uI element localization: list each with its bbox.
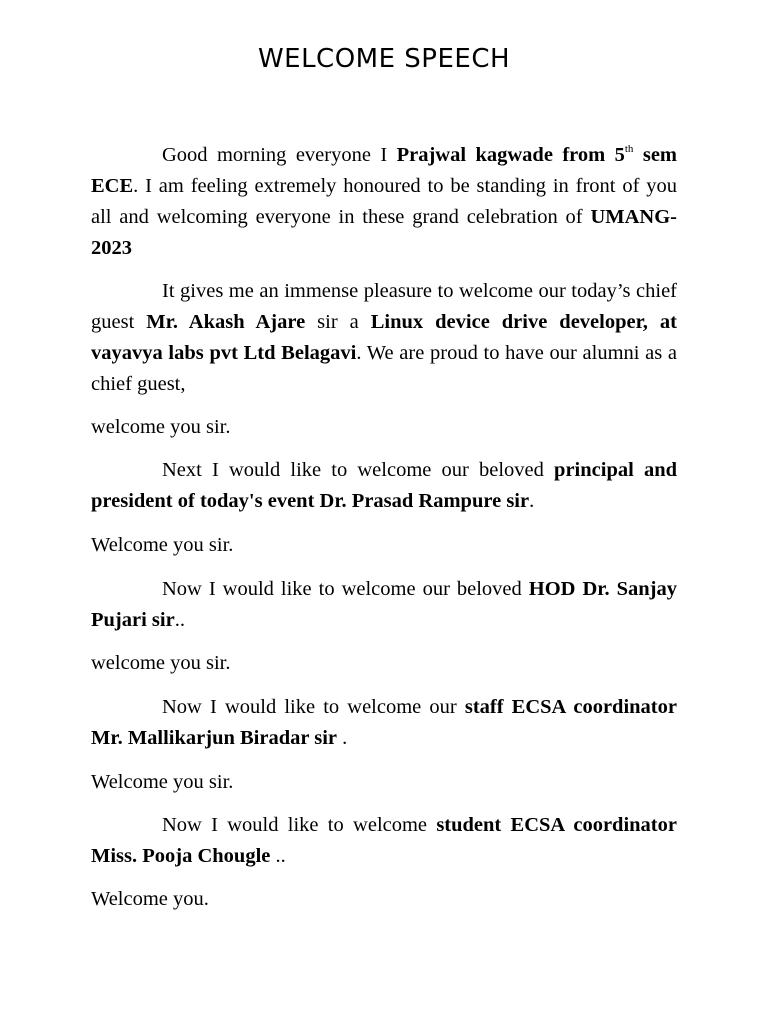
paragraph-staff-coordinator (91, 692, 677, 754)
welcome-line-1: welcome you sir. (91, 416, 231, 438)
text-run: Now I would like to welcome our beloved (162, 578, 529, 600)
text-run: It gives me an immense pleasure to welcome our today’s chief guest (91, 280, 677, 333)
text-run: . I am feeling extremely honoured to be standing in front of you all and welcoming everyone in these grand celebration of (91, 175, 677, 228)
ordinal-superscript: th (624, 143, 634, 156)
text-run: . (529, 490, 535, 512)
chief-guest-name: Mr. Akash Ajare (146, 311, 306, 333)
welcome-line-4: Welcome you sir. (91, 771, 234, 793)
text-run: Good morning everyone I (162, 144, 397, 166)
student-coordinator-name: student ECSA coordinator Miss. Pooja Chougle (91, 814, 677, 867)
paragraph-chief-guest (91, 276, 677, 400)
paragraph-principal (91, 455, 677, 517)
page-title: WELCOME SPEECH (257, 44, 511, 74)
welcome-line-3: welcome you sir. (91, 652, 231, 674)
paragraph-introduction (91, 140, 677, 264)
principal-name: principal and president of today's event Dr. Prasad Rampure sir (91, 459, 677, 512)
chief-guest-title: Linux device drive developer, at vayavya labs pvt Ltd Belagavi (91, 311, 677, 364)
paragraph-hod (91, 574, 677, 636)
text-run: .. (270, 845, 286, 867)
text-run: Now I would like to welcome (162, 814, 437, 836)
text-run: sir a (305, 311, 371, 333)
text-run: . We are proud to have our alumni as a chief guest, (91, 342, 677, 395)
text-run: .. (174, 609, 185, 631)
text-run: . (337, 727, 348, 749)
speaker-name: Prajwal kagwade from 5 (396, 144, 625, 166)
hod-name: HOD Dr. Sanjay Pujari sir (91, 578, 677, 631)
text-run: Next I would like to welcome our beloved (162, 459, 555, 481)
text-run: Now I would like to welcome our (162, 696, 465, 718)
event-name: UMANG-2023 (91, 206, 677, 259)
paragraph-student-coordinator (91, 810, 677, 872)
welcome-line-2: Welcome you sir. (91, 534, 234, 556)
welcome-line-5: Welcome you. (91, 888, 209, 910)
staff-coordinator-name: staff ECSA coordinator Mr. Mallikarjun Biradar sir (91, 696, 677, 749)
speaker-class: sem ECE (91, 144, 677, 197)
